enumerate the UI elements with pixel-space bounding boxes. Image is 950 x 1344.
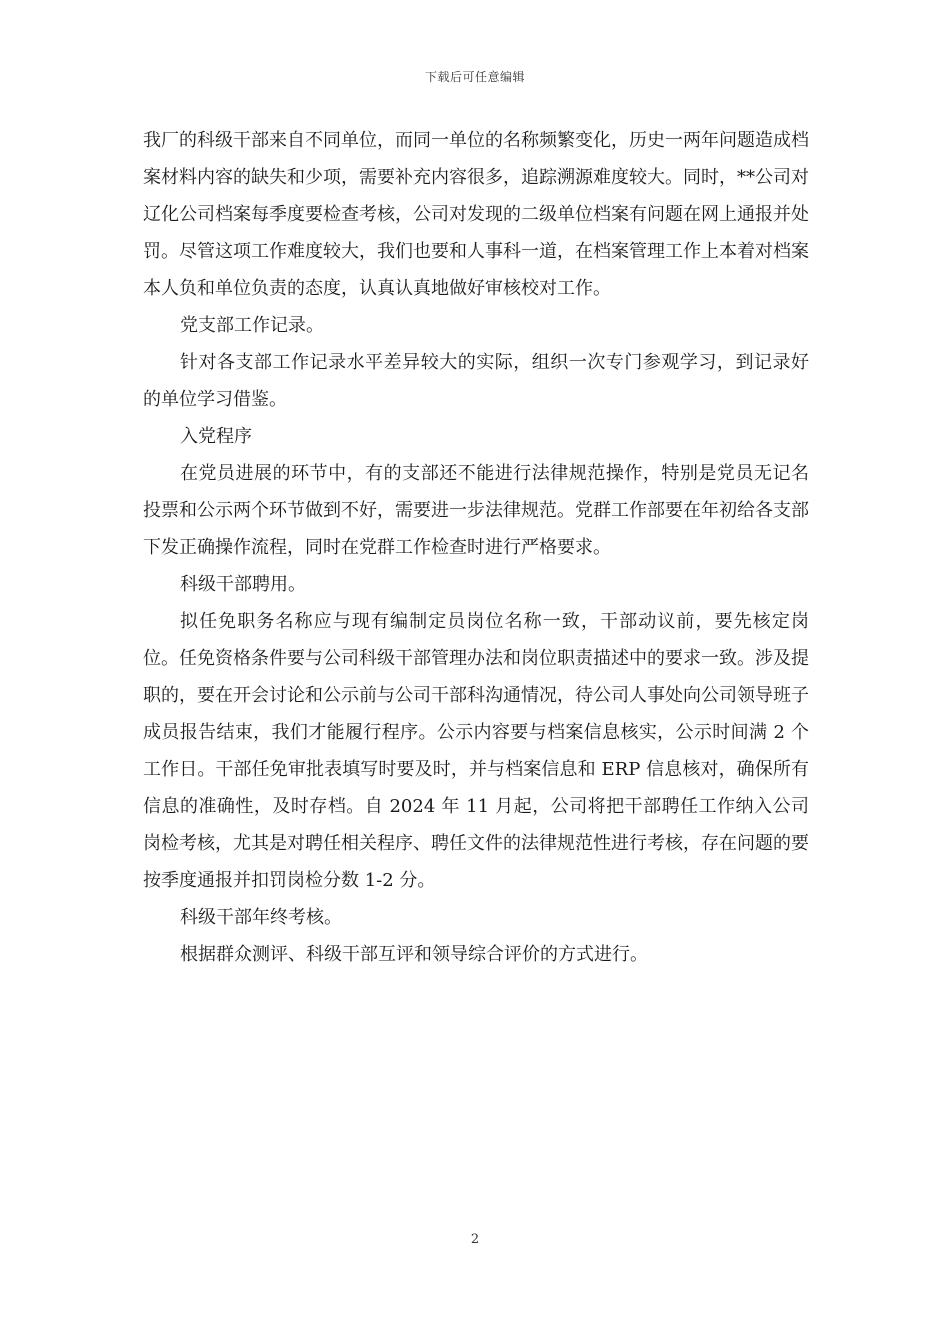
- section-heading-party-admission: 入党程序: [180, 426, 252, 447]
- paragraph-annual-assessment: 根据群众测评、科级干部互评和领导综合评价的方式进行。: [180, 944, 648, 965]
- paragraph-archive-management: 我厂的科级干部来自不同单位，而同一单位的名称频繁变化，历史一两年问题造成档案材料内容的缺失和少项，需要补充内容很多，追踪溯源难度较大。同时，**公司对辽化公司档案每季度要检查考核，公司对发现的二级单位档案有问题在网上通报并处罚。尽管这项工作难度较大，我们也要和人事科一道，在档案管理工作上本着对档案本人负和单位负责的态度，认真认真地做好审核校对工作。: [143, 130, 809, 299]
- paragraph-party-admission: 在党员进展的环节中，有的支部还不能进行法律规范操作，特别是党员无记名投票和公示两个环节做到不好，需要进一步法律规范。党群工作部要在年初给各支部下发正确操作流程，同时在党群工作检查时进行严格要求。: [143, 463, 809, 558]
- document-body: [143, 122, 809, 973]
- page-number: 2: [470, 1232, 480, 1247]
- page-header: 下载后可任意编辑: [424, 70, 525, 84]
- section-heading-annual-assessment: 科级干部年终考核。: [180, 907, 342, 928]
- paragraph-cadre-appointment: 拟任免职务名称应与现有编制定员岗位名称一致，干部动议前，要先核定岗位。任免资格条件要与公司科级干部管理办法和岗位职责描述中的要求一致。涉及提职的，要在开会讨论和公示前与公司干部科沟通情况，待公司人事处向公司领导班子成员报告结束，我们才能履行程序。公示内容要与档案信息核实，公示时间满 2 个工作日。干部任免审批表填写时要及时，并与档案信息和 ERP 信息核对，确保所有信息的准确性，及时存档。自 2024 年 11 月起，公司将把干部聘任工作纳入公司岗检考核，尤其是对聘任相关程序、聘任文件的法律规范性进行考核，存在问题的要按季度通报并扣罚岗检分数 1-2 分。: [143, 611, 809, 891]
- section-heading-party-branch-records: 党支部工作记录。: [180, 315, 324, 336]
- section-heading-cadre-appointment: 科级干部聘用。: [180, 574, 306, 595]
- paragraph-party-branch-records: 针对各支部工作记录水平差异较大的实际，组织一次专门参观学习，到记录好的单位学习借鉴。: [143, 352, 809, 410]
